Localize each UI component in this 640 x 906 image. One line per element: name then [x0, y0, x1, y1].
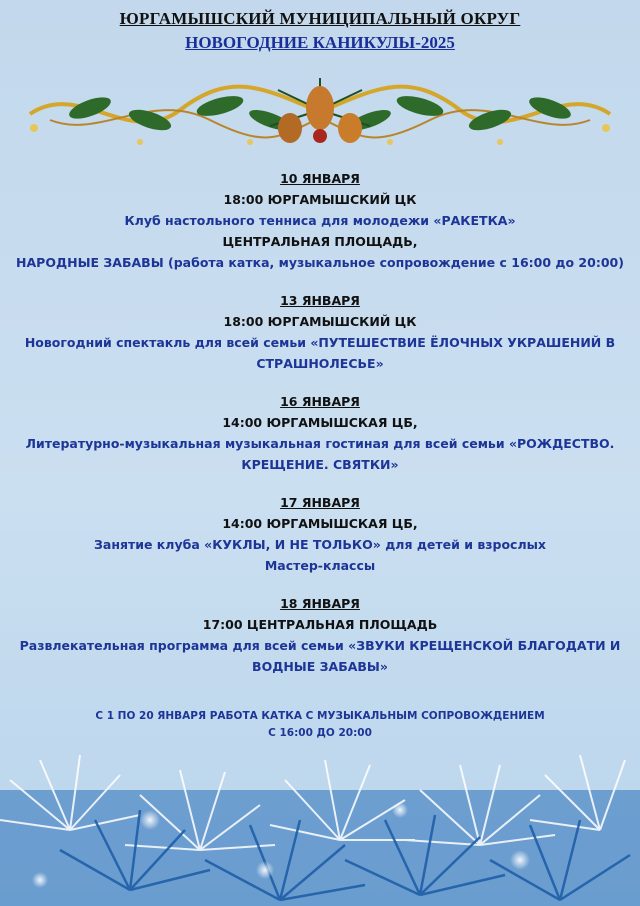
- event-description: СТРАШНОЛЕСЬЕ»: [256, 356, 384, 371]
- event-place: 18:00 ЮРГАМЫШСКИЙ ЦК: [223, 192, 417, 207]
- event-block: [10, 168, 630, 273]
- fir-branches-decoration: [0, 730, 640, 906]
- event-block: [10, 593, 630, 677]
- event-description: ВОДНЫЕ ЗАБАВЫ»: [252, 659, 388, 674]
- event-description: Клуб настольного тенниса для молодежи «РАКЕТКА»: [124, 213, 516, 228]
- event-description: Литературно-музыкальная музыкальная гостиная для всей семьи «РОЖДЕСТВО.: [25, 436, 615, 451]
- event-date: 13 ЯНВАРЯ: [280, 293, 360, 308]
- skating-note-line: С 1 ПО 20 ЯНВАРЯ РАБОТА КАТКА С МУЗЫКАЛЬНЫМ СОПРОВОЖДЕНИЕМ: [95, 710, 545, 722]
- events-list: [10, 168, 630, 694]
- event-description: Развлекательная программа для всей семьи «ЗВУКИ КРЕЩЕНСКОЙ БЛАГОДАТИ И: [19, 638, 621, 653]
- event-place: 14:00 ЮРГАМЫШСКАЯ ЦБ,: [222, 415, 418, 430]
- event-block: [10, 290, 630, 374]
- event-block: [10, 391, 630, 475]
- event-place: 18:00 ЮРГАМЫШСКИЙ ЦК: [223, 314, 417, 329]
- event-description: Занятие клуба «КУКЛЫ, И НЕ ТОЛЬКО» для детей и взрослых: [94, 537, 546, 552]
- christmas-garland-icon: [20, 70, 620, 154]
- event-date: 17 ЯНВАРЯ: [280, 495, 360, 510]
- district-title: ЮРГАМЫШСКИЙ МУНИЦИПАЛЬНЫЙ ОКРУГ: [119, 9, 521, 28]
- event-place: ЦЕНТРАЛЬНАЯ ПЛОЩАДЬ,: [222, 234, 418, 249]
- event-description: НАРОДНЫЕ ЗАБАВЫ (работа катка, музыкальное сопровождение с 16:00 до 20:00): [16, 255, 624, 270]
- event-description: Мастер-классы: [264, 558, 376, 573]
- skating-note-time: С 16:00 ДО 20:00: [268, 727, 372, 739]
- event-place: 17:00 ЦЕНТРАЛЬНАЯ ПЛОЩАДЬ: [202, 617, 438, 632]
- event-place: 14:00 ЮРГАМЫШСКАЯ ЦБ,: [222, 516, 418, 531]
- event-description: Новогодний спектакль для всей семьи «ПУТЕШЕСТВИЕ ЁЛОЧНЫХ УКРАШЕНИЙ В: [24, 335, 616, 350]
- event-description: КРЕЩЕНИЕ. СВЯТКИ»: [241, 457, 399, 472]
- holidays-title: НОВОГОДНИЕ КАНИКУЛЫ-2025: [185, 33, 455, 52]
- event-date: 18 ЯНВАРЯ: [280, 596, 360, 611]
- poster-header: [0, 9, 640, 53]
- event-date: 16 ЯНВАРЯ: [280, 394, 360, 409]
- event-date: 10 ЯНВАРЯ: [280, 171, 360, 186]
- event-block: [10, 492, 630, 576]
